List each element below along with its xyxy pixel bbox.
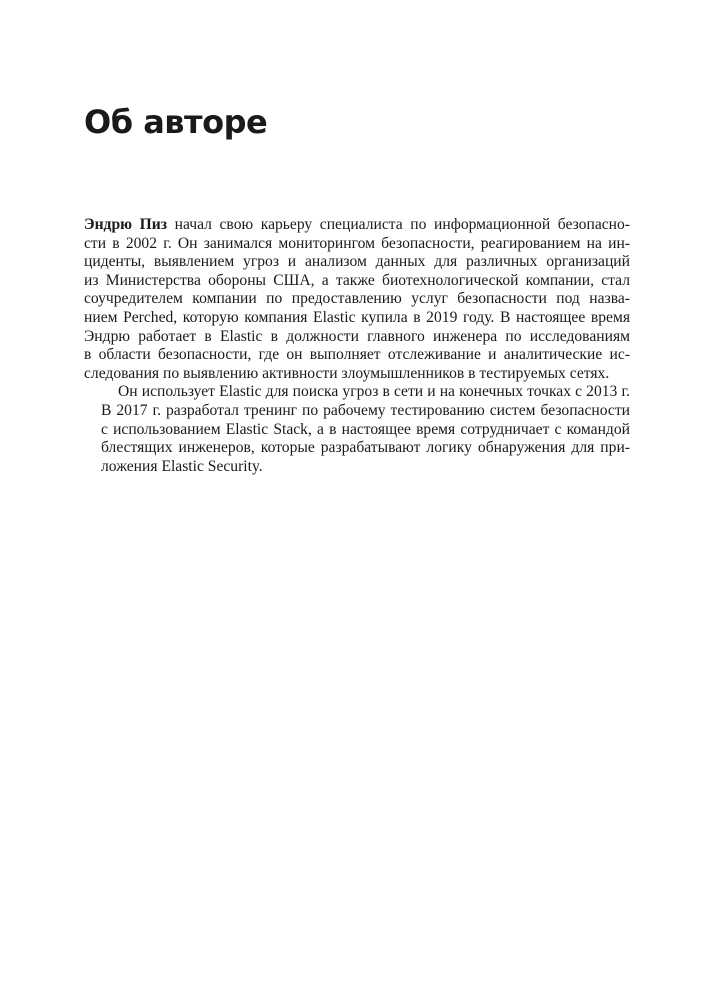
text-line: с использованием Elastic Stack, а в настоящее время сотрудничает с командой (101, 420, 630, 438)
text-line: соучредителем компании по предоставлению услуг безопасности под назва- (84, 290, 630, 308)
text-line: циденты, выявлением угроз и анализом данных для различных организаций (84, 253, 630, 271)
paragraph-2 (84, 383, 630, 476)
text-line: сти в 2002 г. Он занимался мониторингом безопасности, реагированием на ин- (84, 234, 630, 252)
page-title: Об авторе (84, 103, 268, 141)
text-line: блестящих инженеров, которые разрабатывают логику обнаружения для при- (101, 439, 630, 457)
text-line: нием Perched, которую компания Elastic купила в 2019 году. В настоящее время (84, 308, 630, 326)
text-line: ложения Elastic Security. (101, 457, 263, 475)
paragraph-1 (84, 216, 630, 383)
text-line-content: начал свою карьеру специалиста по информационной безопасно- (167, 216, 630, 233)
author-name: Эндрю Пиз (84, 216, 168, 233)
about-author-text (84, 216, 630, 476)
text-line: из Министерства обороны США, а также биотехнологической компании, стал (84, 271, 630, 289)
text-line: в области безопасности, где он выполняет отслеживание и аналитические ис- (84, 346, 630, 364)
text-line: Эндрю работает в Elastic в должности главного инженера по исследованиям (84, 327, 630, 345)
text-line: следования по выявлению активности злоумышленников в тестируемых сетях. (84, 364, 610, 382)
text-line: Он использует Elastic для поиска угроз в сети и на конечных точках с 2013 г. (118, 383, 630, 401)
text-line (84, 216, 630, 235)
text-line: В 2017 г. разработал тренинг по рабочему тестированию систем безопасности (101, 401, 630, 419)
